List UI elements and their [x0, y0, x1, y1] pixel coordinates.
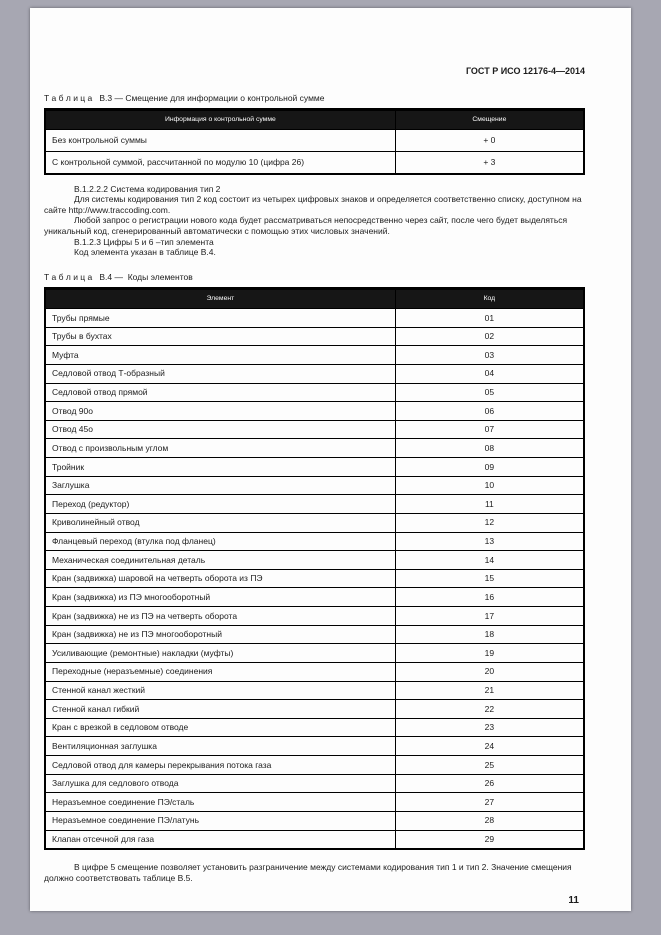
table-b4-cell-element: Тройник — [45, 458, 395, 477]
table-row — [45, 327, 584, 346]
table-b4-cell-element: Отвод 90о — [45, 402, 395, 421]
table-b4-cell-code: 14 — [395, 551, 584, 570]
paragraph-registration: Любой запрос о регистрации нового кода будет рассматриваться непосредственно через сайт, после чего будет выделяться уникальный код, сгенерированный автоматически с помощью этих числовых значений. — [44, 215, 568, 237]
table-b4-cell-element: Заглушка для седлового отвода — [45, 774, 395, 793]
table-row — [45, 420, 584, 439]
table-row — [45, 774, 584, 793]
table-b4-cell-code: 11 — [395, 495, 584, 514]
page-content — [30, 8, 631, 908]
table-b4-cell-element: Вентиляционная заглушка — [45, 737, 395, 756]
table-b4-cell-element: Кран (задвижка) из ПЭ многооборотный — [45, 588, 395, 607]
table-b4-cell-code: 25 — [395, 756, 584, 775]
table-row — [45, 811, 584, 830]
table-b4-cell-code: 27 — [395, 793, 584, 812]
table-b4-caption: Т а б л и ц а В.4 — Коды элементов — [44, 271, 193, 282]
table-b4-cell-code: 01 — [395, 309, 584, 328]
table-b4-cell-code: 10 — [395, 476, 584, 495]
table-b3-cell-label: Без контрольной суммы — [45, 130, 395, 152]
table-b4-cell-element: Седловой отвод Т-образный — [45, 364, 395, 383]
table-b4-cell-code: 06 — [395, 402, 584, 421]
table-row — [45, 383, 584, 402]
table-b3-caption: Т а б л и ц а В.3 — Смещение для информации о контрольной сумме — [44, 93, 325, 104]
table-row — [45, 458, 584, 477]
table-b4-cell-element: Трубы в бухтах — [45, 327, 395, 346]
table-b4-cell-element: Неразъемное соединение ПЭ/сталь — [45, 793, 395, 812]
table-row — [45, 662, 584, 681]
table-b4-cell-code: 13 — [395, 532, 584, 551]
table-b4-cell-code: 12 — [395, 513, 584, 532]
paragraph-element-code: Код элемента указан в таблице В.4. — [74, 247, 216, 258]
table-b4-cell-element: Переход (редуктор) — [45, 495, 395, 514]
table-b4-cell-code: 16 — [395, 588, 584, 607]
table-row — [45, 346, 584, 365]
table-b4-cell-element: Неразъемное соединение ПЭ/латунь — [45, 811, 395, 830]
table-row — [45, 151, 584, 173]
table-b4-cell-code: 04 — [395, 364, 584, 383]
table-b3-body — [45, 130, 584, 174]
table-b3-header-info: Информация о контрольной сумме — [45, 109, 395, 129]
table-b4-cell-element: Стенной канал гибкий — [45, 700, 395, 719]
table-b4-cell-code: 22 — [395, 700, 584, 719]
table-b4-cell-code: 26 — [395, 774, 584, 793]
table-b4-header-row — [45, 288, 584, 308]
table-b4-cell-code: 28 — [395, 811, 584, 830]
table-b4 — [44, 287, 585, 851]
table-b4-cell-code: 05 — [395, 383, 584, 402]
table-row — [45, 364, 584, 383]
section-heading-b1222: В.1.2.2.2 Система кодирования тип 2 — [74, 183, 221, 194]
table-b4-cell-element: Фланцевый переход (втулка под фланец) — [45, 532, 395, 551]
table-row — [45, 756, 584, 775]
table-b4-cell-code: 03 — [395, 346, 584, 365]
table-b3-header-row — [45, 109, 584, 129]
table-b4-cell-code: 17 — [395, 607, 584, 626]
table-row — [45, 607, 584, 626]
table-b4-body — [45, 309, 584, 850]
table-row — [45, 700, 584, 719]
table-b4-cell-element: Трубы прямые — [45, 309, 395, 328]
doc-number-header: ГОСТ Р ИСО 12176-4—2014 — [465, 66, 585, 76]
table-row — [45, 513, 584, 532]
table-b3-cell-label: С контрольной суммой, рассчитанной по модулю 10 (цифра 26) — [45, 151, 395, 173]
table-b4-cell-element: Кран (задвижка) не из ПЭ многооборотный — [45, 625, 395, 644]
paragraph-offset-note: В цифре 5 смещение позволяет установить разграничение между системами кодирования тип 1 и тип 2. Значение смещения должно соответствовать таблице В.5. — [44, 862, 572, 883]
page-number: 11 — [568, 895, 579, 907]
table-row — [45, 532, 584, 551]
table-row — [45, 439, 584, 458]
section-heading-b123: В.1.2.3 Цифры 5 и 6 –тип элемента — [74, 236, 214, 247]
table-row — [45, 718, 584, 737]
table-b4-cell-element: Кран (задвижка) шаровой на четверть оборота из ПЭ — [45, 569, 395, 588]
body-paragraphs — [44, 184, 585, 258]
table-b4-cell-element: Криволинейный отвод — [45, 513, 395, 532]
table-b3-header-offset: Смещение — [395, 109, 584, 129]
table-b4-cell-code: 07 — [395, 420, 584, 439]
table-b4-cell-code: 23 — [395, 718, 584, 737]
table-b4-cell-element: Отвод с произвольным углом — [45, 439, 395, 458]
table-row — [45, 625, 584, 644]
table-b4-cell-code: 18 — [395, 625, 584, 644]
table-b4-cell-code: 19 — [395, 644, 584, 663]
footer-note — [44, 862, 585, 883]
table-b4-cell-code: 02 — [395, 327, 584, 346]
table-b4-head — [45, 288, 584, 308]
table-row — [45, 309, 584, 328]
table-b4-cell-element: Заглушка — [45, 476, 395, 495]
table-b3-cell-value: + 3 — [395, 151, 584, 173]
table-b4-cell-element: Седловой отвод прямой — [45, 383, 395, 402]
table-b4-cell-element: Кран (задвижка) не из ПЭ на четверть оборота — [45, 607, 395, 626]
table-b4-cell-code: 08 — [395, 439, 584, 458]
table-b4-cell-element: Отвод 45о — [45, 420, 395, 439]
table-row — [45, 681, 584, 700]
table-row — [45, 644, 584, 663]
table-b3-head — [45, 109, 584, 129]
table-b3-cell-value: + 0 — [395, 130, 584, 152]
table-b4-cell-element: Клапан отсечной для газа — [45, 830, 395, 849]
table-row — [45, 737, 584, 756]
document-page — [30, 8, 631, 911]
table-b4-cell-element: Седловой отвод для камеры перекрывания потока газа — [45, 756, 395, 775]
table-row — [45, 588, 584, 607]
table-b3 — [44, 108, 585, 175]
table-row — [45, 551, 584, 570]
table-b4-cell-element: Переходные (неразъемные) соединения — [45, 662, 395, 681]
table-row — [45, 402, 584, 421]
table-b4-cell-code: 29 — [395, 830, 584, 849]
table-b4-header-code: Код — [395, 288, 584, 308]
table-row — [45, 793, 584, 812]
table-b4-header-element: Элемент — [45, 288, 395, 308]
table-b4-cell-element: Механическая соединительная деталь — [45, 551, 395, 570]
paragraph-coding-type2: Для системы кодирования тип 2 код состоит из четырех цифровых знаков и определяется соответственно списку, доступном на сайте http://www.traccoding.com. — [44, 194, 582, 215]
table-b4-cell-element: Муфта — [45, 346, 395, 365]
table-row — [45, 495, 584, 514]
table-b4-cell-element: Стенной канал жесткий — [45, 681, 395, 700]
table-b4-cell-element: Усиливающие (ремонтные) накладки (муфты) — [45, 644, 395, 663]
table-b4-cell-code: 20 — [395, 662, 584, 681]
table-b4-cell-code: 09 — [395, 458, 584, 477]
table-row — [45, 830, 584, 849]
table-row — [45, 476, 584, 495]
table-row — [45, 569, 584, 588]
table-row — [45, 130, 584, 152]
table-b4-cell-element: Кран с врезкой в седловом отводе — [45, 718, 395, 737]
table-b4-cell-code: 21 — [395, 681, 584, 700]
table-b4-cell-code: 24 — [395, 737, 584, 756]
table-b4-cell-code: 15 — [395, 569, 584, 588]
